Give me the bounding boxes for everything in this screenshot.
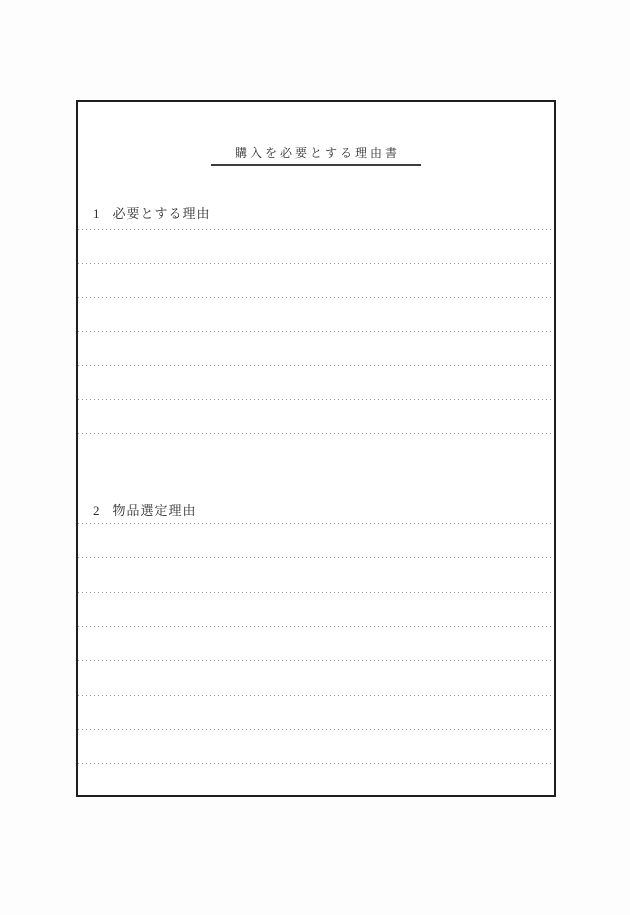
document-title: 購入を必要とする理由書 <box>211 144 421 166</box>
section-1-heading <box>93 206 211 221</box>
ruled-line <box>78 297 554 298</box>
section-2-label: 物品選定理由 <box>112 503 197 518</box>
ruled-line <box>78 523 554 524</box>
ruled-line <box>78 729 554 730</box>
ruled-line <box>78 557 554 558</box>
section-1-label: 必要とする理由 <box>112 206 211 221</box>
ruled-line <box>78 592 554 593</box>
ruled-line <box>78 399 554 400</box>
section-2-heading <box>93 503 197 518</box>
ruled-line <box>78 365 554 366</box>
section-2-number: 2 <box>93 503 101 518</box>
ruled-line <box>78 695 554 696</box>
ruled-line <box>78 263 554 264</box>
ruled-line <box>78 626 554 627</box>
ruled-line <box>78 331 554 332</box>
ruled-line <box>78 660 554 661</box>
section-1-number: 1 <box>93 206 101 221</box>
ruled-line <box>78 229 554 230</box>
document-sheet <box>76 100 556 797</box>
ruled-line <box>78 433 554 434</box>
ruled-line <box>78 763 554 764</box>
